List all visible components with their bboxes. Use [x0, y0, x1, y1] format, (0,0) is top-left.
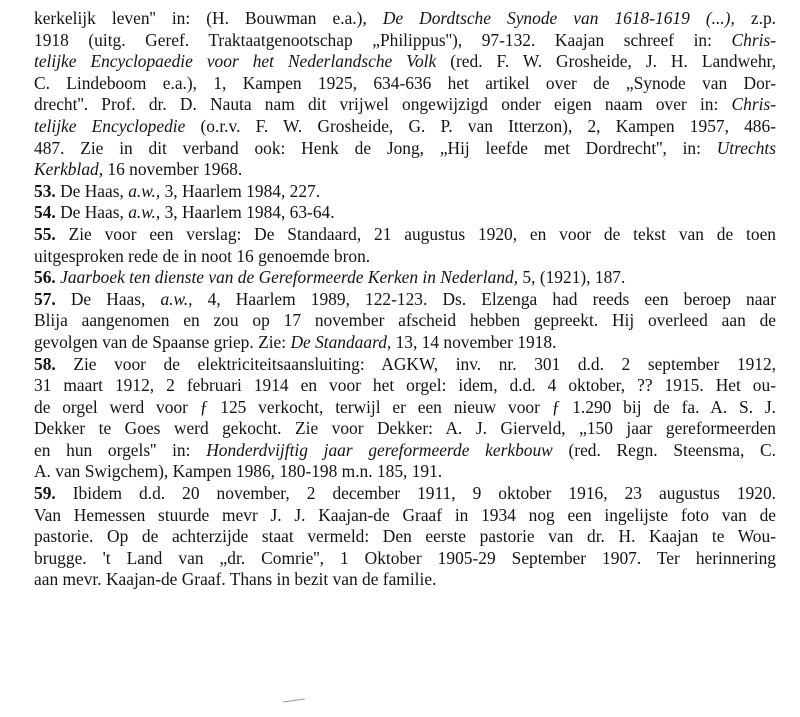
abbreviation: a.w., — [128, 202, 161, 223]
footnote-54 — [34, 202, 776, 224]
text-span: pastorie. Op de achterzijde staat vermeld: Den eerste pastorie van dr. H. Kaajan te Wou- — [34, 526, 776, 547]
text-span: C. Lindeboom e.a.), 1, Kampen 1925, 634-636 het artikel over de „Synode van Dor- — [34, 72, 776, 93]
text-span: (red. Regn. Steensma, C. — [552, 439, 776, 460]
book-title: telijke Encyclopedie — [34, 115, 186, 136]
text-span: 13, 14 november 1918. — [391, 331, 557, 352]
footnote-58-line — [34, 397, 776, 419]
text-span: (o.r.v. F. W. Grosheide, G. P. van Itterzon), 2, Kampen 1957, 486- — [185, 115, 776, 136]
text-span: 487. Zie in dit verband ook: Henk de Jong, „Hij leefde met Dordrecht'', in: — [34, 137, 717, 158]
footnote-number: 53. — [34, 180, 56, 201]
footnote-continuation-line — [34, 30, 776, 52]
text-span: Zie voor de elektriciteitsaansluiting: AGKW, inv. nr. 301 d.d. 2 september 1912, — [55, 353, 776, 374]
footnote-continuation-line — [34, 116, 776, 138]
text-span: Van Hemessen stuurde mevr J. J. Kaajan-de Graaf in 1934 nog een ingelijste foto van de — [34, 504, 776, 525]
footnote-continuation-line — [34, 51, 776, 73]
text-span: 3, Haarlem 1984, 227. — [160, 180, 321, 201]
footnote-59-line — [34, 526, 776, 548]
footnote-number: 55. — [34, 223, 56, 244]
text-span: Zie voor een verslag: De Standaard, 21 augustus 1920, en voor de tekst van de toen — [55, 223, 776, 244]
text-span: 31 maart 1912, 2 februari 1914 en voor het orgel: idem, d.d. 4 oktober, ?? 1915. Het ou- — [34, 375, 776, 396]
footnote-number: 59. — [34, 483, 56, 504]
text-span: uitgesproken rede de in noot 16 genoemde bron. — [34, 245, 371, 266]
footnote-number: 57. — [34, 288, 56, 309]
text-span: 4, Haarlem 1989, 122-123. Ds. Elzenga had reeds een beroep naar — [192, 288, 776, 309]
text-span: De Haas, — [55, 288, 161, 309]
footnote-58-line — [34, 375, 776, 397]
text-span: de orgel werd voor ƒ 125 verkocht, terwijl er een nieuw voor ƒ 1.290 bij de fa. A. S. J. — [34, 396, 776, 417]
text-span: brugge. 't Land van „dr. Comrie'', 1 Oktober 1905-29 September 1907. Ter herinnering — [34, 547, 776, 568]
journal-title: Utrechts — [716, 137, 776, 158]
book-title: Honderdvijftig jaar gereformeerde kerkbouw — [206, 439, 553, 460]
text-span: aan mevr. Kaajan-de Graaf. Thans in bezit van de familie. — [34, 569, 437, 590]
text-span: gevolgen van de Spaanse griep. Zie: — [34, 331, 291, 352]
footnote-59-line — [34, 548, 776, 570]
footnote-57-line — [34, 310, 776, 332]
footnote-58-line — [34, 418, 776, 440]
abbreviation: a.w., — [128, 180, 161, 201]
text-span: De Haas, — [55, 202, 129, 223]
book-title: telijke Encyclopaedie voor het Nederlandsche Volk — [34, 51, 437, 72]
journal-title: Kerkblad, — [34, 159, 104, 180]
text-span: De Haas, — [55, 180, 129, 201]
footnote-53 — [34, 181, 776, 203]
text-span: kerkelijk leven'' in: (H. Bouwman e.a.), — [34, 8, 383, 28]
newspaper-title: De Standaard, — [290, 331, 392, 352]
footnote-57 — [34, 289, 776, 311]
footnotes-block — [34, 8, 776, 591]
footnote-continuation-line — [34, 138, 776, 160]
footnote-56 — [34, 267, 776, 289]
text-span: 16 november 1968. — [103, 159, 243, 180]
text-span: 1918 (uitg. Geref. Traktaatgenootschap „Philippus''), 97-132. Kaajan schreef in: — [34, 29, 732, 50]
footnote-number: 56. — [34, 267, 56, 288]
text-span: Dekker te Goes werd gekocht. Zie voor Dekker: A. J. Gierveld, „150 jaar gereformeerden — [34, 418, 776, 439]
footnote-continuation-line — [34, 73, 776, 95]
text-span: A. van Swigchem), Kampen 1986, 180-198 m.n. 185, 191. — [34, 461, 443, 482]
text-span: Blija aangenomen en zou op 17 november afscheid hebben gepreekt. Hij overleed aan de — [34, 310, 776, 331]
footnote-57-line — [34, 332, 776, 354]
text-span: en hun orgels'' in: — [34, 439, 207, 460]
text-span: drecht''. Prof. dr. D. Nauta nam dit vrijwel ongewijzigd onder eigen naam over in: — [34, 94, 732, 115]
text-span: 5, (1921), 187. — [518, 267, 626, 288]
scan-artifact-mark — [283, 698, 305, 702]
footnote-number: 54. — [34, 202, 56, 223]
text-span: 3, Haarlem 1984, 63-64. — [160, 202, 335, 223]
book-title: Jaarboek ten dienste van de Gereformeerde Kerken in Nederland, — [55, 267, 519, 288]
footnote-continuation-line — [34, 159, 776, 181]
book-title: Chris- — [731, 29, 776, 50]
text-span: Ibidem d.d. 20 november, 2 december 1911, 9 oktober 1916, 23 augustus 1920. — [55, 483, 776, 504]
abbreviation: a.w., — [160, 288, 193, 309]
footnote-59 — [34, 483, 776, 505]
footnote-59-line — [34, 569, 776, 591]
footnote-continuation-line — [34, 8, 776, 30]
footnote-59-line — [34, 505, 776, 527]
footnote-number: 58. — [34, 353, 56, 374]
footnote-continuation-line — [34, 94, 776, 116]
book-title: Chris- — [731, 94, 776, 115]
book-title: De Dordtsche Synode van 1618-1619 (...), — [382, 8, 735, 28]
footnote-55 — [34, 224, 776, 246]
footnote-58 — [34, 354, 776, 376]
footnote-55-line — [34, 246, 776, 268]
footnote-58-line — [34, 461, 776, 483]
text-span: z.p. — [734, 8, 776, 28]
footnote-58-line — [34, 440, 776, 462]
text-span: (red. F. W. Grosheide, J. H. Landwehr, — [436, 51, 776, 72]
